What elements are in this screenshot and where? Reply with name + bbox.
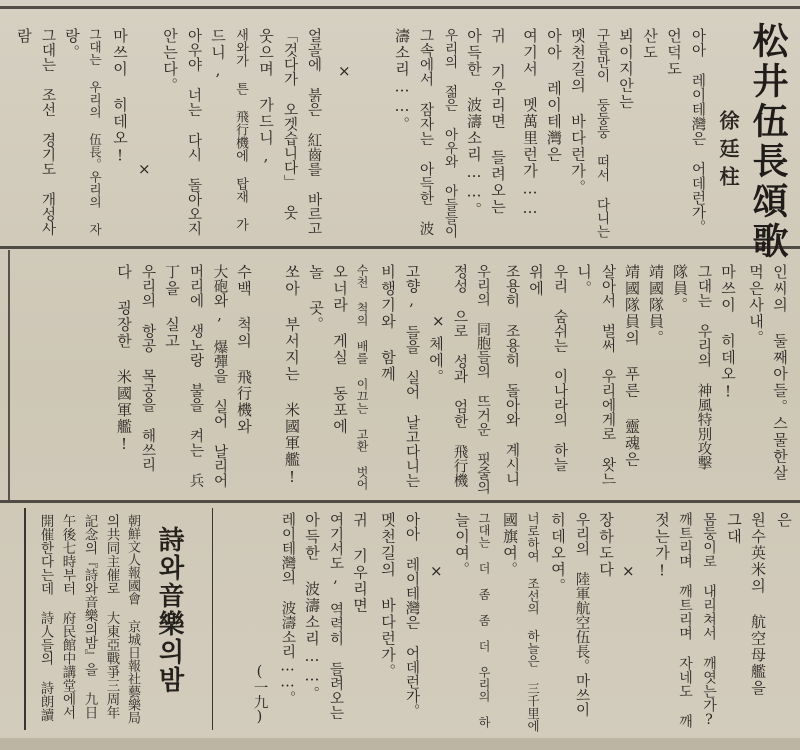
poem-line: 히데오여。 — [549, 512, 567, 595]
poem-line: 정성 으로 성과 엄한 飛行機 — [451, 264, 468, 488]
poem-line: 아아 레이테灣은 어데런가。 — [689, 28, 706, 234]
poem-line: 여기서 멧萬里런가…… — [521, 28, 539, 219]
left-edge-rule — [8, 250, 10, 500]
poem-line: 드니, — [209, 28, 227, 81]
poem-line: 다 굉장한 米國軍艦! — [115, 264, 133, 455]
poem-line: 은 — [775, 512, 793, 529]
poem-line: 위에 — [527, 264, 545, 297]
poem-title: 松井伍長頌歌 — [747, 22, 789, 262]
poem-line: 뵈이지안는 — [617, 28, 635, 111]
poem-line: 수백 척의 飛行機와 — [235, 264, 253, 435]
poem-line: 체에。 — [427, 336, 445, 386]
section-divider-2 — [0, 500, 800, 503]
cross-mark: × — [432, 312, 445, 330]
poem-line: 大砲와, 爆彈을 실어 날리어 — [211, 264, 228, 488]
poem-line: 산도 — [641, 28, 659, 61]
poem-line: 마쓰이 히데오! — [111, 28, 129, 166]
poem-line: 아득한 波濤소리……。 — [465, 28, 483, 219]
poem-line: 우리의 항공 목공을 해쓰리 — [139, 264, 156, 472]
poem-line: 靖國隊員。 — [647, 264, 665, 347]
top-rule — [0, 6, 800, 9]
poem-line: 아아 레이테灣은 — [545, 28, 563, 163]
poem-line: 그대는 더 좀 좀 더 우리의 하 — [477, 512, 491, 728]
poem-line: 그대는 조선 경기도 개성사 — [39, 28, 56, 236]
poem-line: 그대는 우리의 伍長。우리의 자 — [87, 28, 103, 236]
poem-line: 새와가 튼 飛行機에 탑재 가 — [233, 28, 248, 231]
poem-line: 비행기와 함께 — [379, 264, 397, 383]
notice-line: 午後七時부터 府民館中講堂에서 — [59, 514, 76, 719]
bottom-strip — [0, 738, 800, 750]
poem-line: 고향, 들을 실어 날고다니는 — [403, 264, 420, 488]
cross-mark: × — [430, 562, 443, 580]
poem-line: 멧천길의 바다런가。 — [379, 512, 397, 680]
notice-line: 의共同主催로 大東亞戰爭三周年 — [103, 514, 120, 719]
poem-line: 먹은사내。 — [747, 264, 765, 347]
poem-line: 장하도다 — [597, 512, 615, 578]
poem-line: 우리의 同胞들의 뜨거운 핏줄의 — [475, 264, 491, 494]
poem-line: 우리의 젊은 아우와 아들들이 — [441, 28, 458, 238]
poem-section-number: (一九) — [251, 664, 268, 725]
poem-line: 靖國隊員의 푸른 靈魂은 — [623, 264, 641, 468]
poem-line: 웃으며 가드니, — [257, 28, 275, 166]
poem-line: 깨트리며 깨트리며 자네도 깨 — [677, 512, 693, 728]
poem-line: 언덕도 — [665, 28, 683, 78]
poem-line: 그대는 우리의 神風特別攻擊 — [695, 264, 712, 470]
poem-line: 살아서 벌써 우리에게로 왓느 — [599, 264, 616, 486]
cross-mark: × — [622, 562, 635, 580]
poem-line: 수천 척의 배를 이끄는 고환 벗어 — [355, 264, 369, 490]
poem-line: 귀 기우리면 들려오는 — [489, 28, 507, 216]
poem-line: 여기서도, 역력히 들려오는 — [327, 512, 344, 720]
poem-line: 우리 숨쉬는 이나라의 하늘 — [551, 264, 568, 472]
poem-line: 니。 — [575, 264, 593, 297]
poem-line: 랑。 — [63, 28, 81, 61]
poem-line: 濤소리……。 — [393, 28, 411, 133]
poem-line: 인씨의 둘째아들。스물한살 — [771, 264, 789, 482]
poem-line: 늘이여。 — [453, 512, 471, 578]
poem-line: 오너라 게실 동포에 — [331, 264, 349, 435]
poem-line: 레이테灣의 波濤소리……。 — [279, 512, 296, 705]
poem-line: 젓는가! — [653, 512, 671, 581]
poem-line: 丁을 실고 — [163, 264, 181, 350]
poem-line: 멧천길의 바다런가。 — [569, 28, 587, 196]
notice-title: 詩와音樂의밤 — [154, 526, 184, 694]
poem-line: 몸둥이로 내리쳐서 깨엿는가? — [701, 512, 717, 728]
poem-line: 쏘아 부서지는 米國軍艦! — [283, 264, 301, 488]
poem-author: 徐廷柱 — [716, 110, 740, 194]
poem-line: 마쓰이 히데오! — [719, 264, 737, 402]
poem-line: 우리의 陸軍航空伍長。마쓰이 — [573, 512, 590, 717]
poem-line: 원수英米의 航空母艦을 — [749, 512, 767, 697]
poem-line: 아아 레이테灣은 어데런가。 — [403, 512, 420, 718]
cross-mark: × — [138, 160, 151, 178]
poem-line: 얼골에 붉은 紅齒를 바르고 — [305, 28, 322, 236]
poem-line: 「것다가 오겟습니다」 웃 — [281, 28, 298, 220]
poem-line: 그대 — [725, 512, 743, 545]
poem-line: 안는다。 — [161, 28, 179, 94]
notice-line: 朝鮮文人報國會 京城日報社藝樂局 — [125, 514, 140, 724]
poem-line: 머리에 생노랑 불을 켜는 兵 — [187, 264, 204, 488]
poem-line: 國旗여。 — [501, 512, 519, 578]
poem-line: 隊員。 — [671, 264, 689, 314]
poem-line: 너로하여 조선의 하늘은 三千里에 — [525, 512, 541, 732]
poem-line: 귀 기우리면 — [351, 512, 369, 614]
poem-line: 조용히 조용히 돌아와 계시니 — [503, 264, 520, 486]
notice-line: 開催한다는데 詩人들의 詩朗讀 — [37, 514, 54, 722]
notice-line: 記念의『詩와音樂의밤』을 九日 — [81, 514, 98, 719]
poem-line: 놀 곳。 — [307, 264, 325, 333]
section-divider-1 — [0, 246, 800, 249]
poem-line: 아득한 波濤소리……。 — [303, 512, 321, 703]
poem-line: 람 — [15, 28, 33, 45]
cross-mark: × — [338, 62, 351, 80]
poem-line: 구름만이 둥둥둥 떠서 다니는 — [593, 28, 610, 238]
poem-line: 그속에서 잠자는 아득한 波 — [417, 28, 434, 236]
poem-line: 아우야 너는 다시 돌아오지 — [185, 28, 202, 236]
